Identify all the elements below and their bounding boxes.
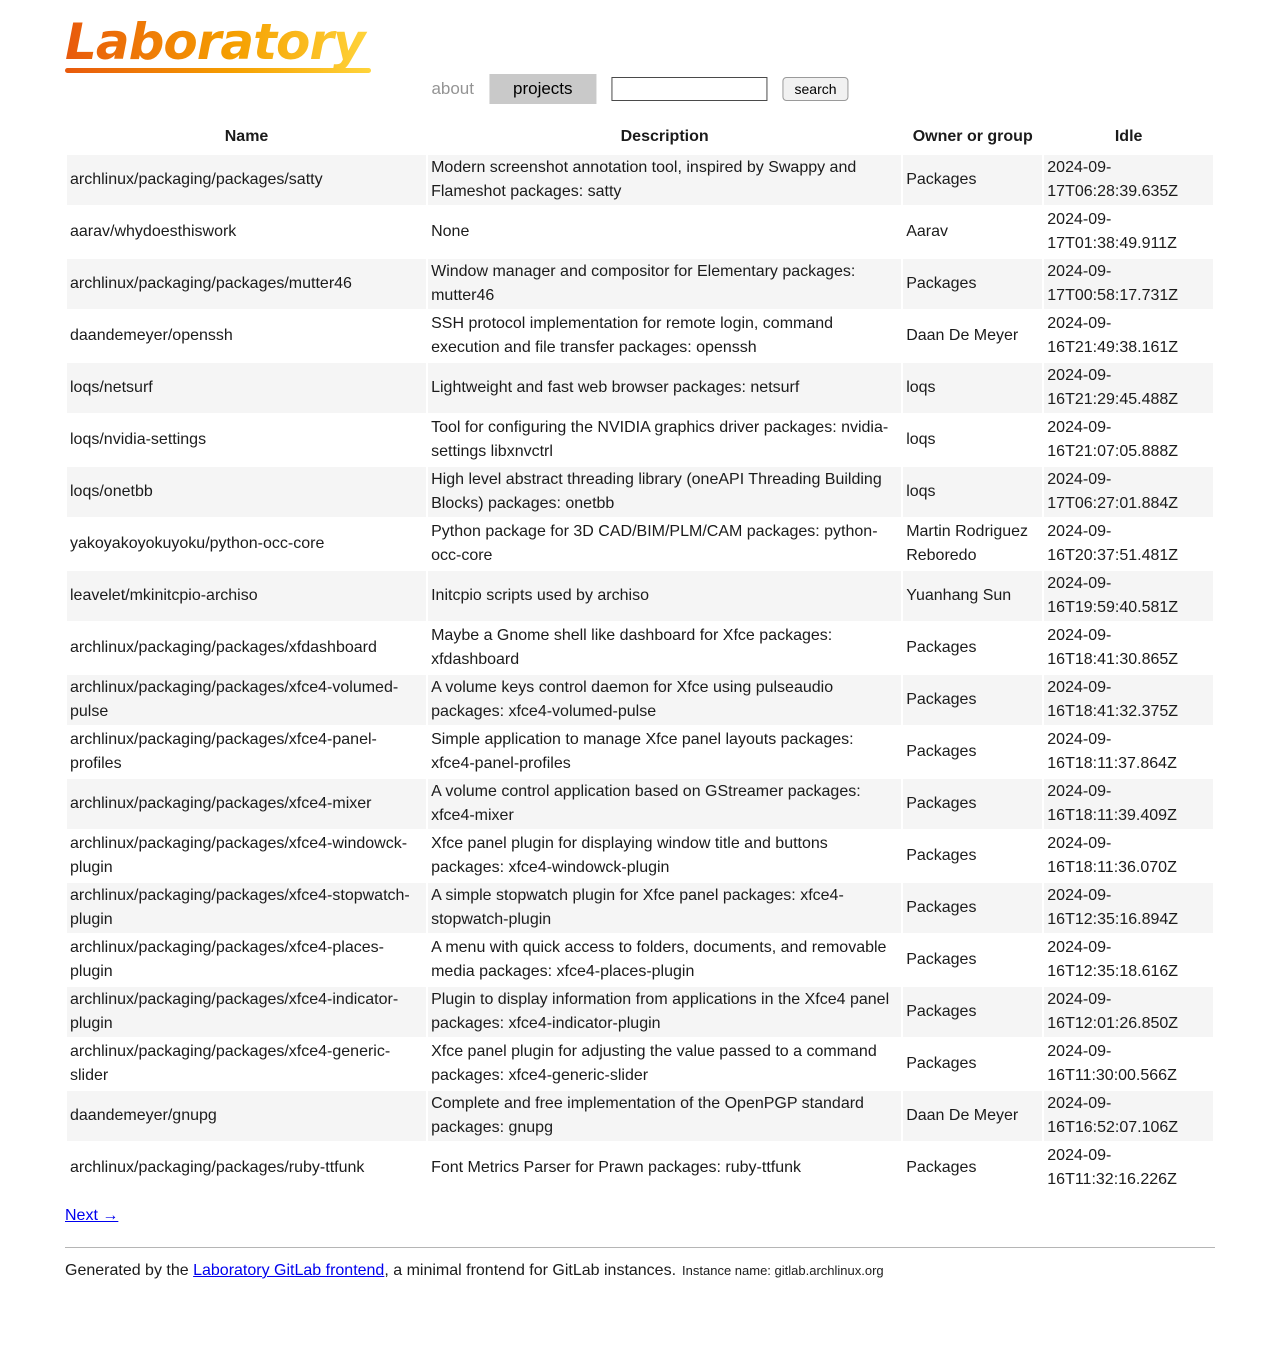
project-description-cell: Plugin to display information from applications in the Xfce4 panel packages: xfce4-indicator-plugin: [428, 987, 901, 1037]
project-description-cell: Complete and free implementation of the OpenPGP standard packages: gnupg: [428, 1091, 901, 1141]
project-name-cell[interactable]: archlinux/packaging/packages/ruby-ttfunk: [70, 1159, 365, 1176]
project-description-cell: Lightweight and fast web browser packages: netsurf: [428, 363, 901, 413]
column-header-idle: Idle: [1114, 128, 1143, 145]
project-owner-cell: loqs: [903, 363, 1042, 413]
table-row: [67, 311, 1213, 361]
table-row: [67, 1143, 1213, 1193]
table-row: [67, 831, 1213, 881]
project-owner-cell: Packages: [906, 951, 977, 968]
project-description-cell: Xfce panel plugin for adjusting the value passed to a command packages: xfce4-generic-slider: [431, 1043, 877, 1084]
table-row: [67, 935, 1213, 985]
project-idle-cell: 2024-09-17T06:28:39.635Z: [1044, 155, 1213, 205]
project-owner-cell: loqs: [903, 467, 1042, 517]
project-owner-cell: Martin Rodriguez Reboredo: [906, 523, 1029, 564]
project-name-cell[interactable]: archlinux/packaging/packages/xfce4-generic-slider: [70, 1043, 391, 1084]
instance-name-text: Instance name: gitlab.archlinux.org: [682, 1263, 884, 1278]
projects-table-body: [67, 155, 1213, 1193]
project-name-cell[interactable]: archlinux/packaging/packages/xfce4-places-plugin: [70, 939, 384, 980]
project-description-cell: A simple stopwatch plugin for Xfce panel packages: xfce4-stopwatch-plugin: [428, 883, 901, 933]
table-row: [67, 363, 1213, 413]
project-idle-cell: 2024-09-16T19:59:40.581Z: [1044, 571, 1213, 621]
project-owner-cell: Packages: [903, 675, 1042, 725]
main-nav: [431, 74, 848, 104]
table-row: [67, 727, 1213, 777]
project-idle-cell: 2024-09-16T18:11:37.864Z: [1047, 731, 1177, 772]
next-page-link[interactable]: Next →: [65, 1207, 119, 1224]
search-input[interactable]: [612, 77, 768, 101]
project-description-cell: A menu with quick access to folders, documents, and removable media packages: xfce4-places-plugin: [431, 939, 887, 980]
project-idle-cell: 2024-09-16T11:30:00.566Z: [1047, 1043, 1177, 1084]
logo-text: Laboratory: [65, 14, 371, 72]
project-owner-cell: Packages: [903, 883, 1042, 933]
project-idle-cell: 2024-09-16T21:49:38.161Z: [1047, 315, 1179, 356]
project-owner-cell: Yuanhang Sun: [903, 571, 1042, 621]
project-name-cell[interactable]: aarav/whydoesthiswork: [70, 223, 237, 240]
project-description-cell: Simple application to manage Xfce panel layouts packages: xfce4-panel-profiles: [431, 731, 854, 772]
project-idle-cell: 2024-09-16T20:37:51.481Z: [1047, 523, 1179, 564]
table-row: [67, 1039, 1213, 1089]
table-row: [67, 519, 1213, 569]
project-name-cell[interactable]: loqs/onetbb: [67, 467, 426, 517]
project-name-cell[interactable]: daandemeyer/gnupg: [67, 1091, 426, 1141]
project-idle-cell: 2024-09-17T01:38:49.911Z: [1047, 211, 1177, 252]
project-description-cell: SSH protocol implementation for remote login, command execution and file transfer packages: openssh: [431, 315, 834, 356]
project-description-cell: A volume control application based on GStreamer packages: xfce4-mixer: [428, 779, 901, 829]
column-header-description: Description: [620, 128, 709, 145]
project-name-cell[interactable]: archlinux/packaging/packages/xfce4-stopwatch-plugin: [67, 883, 426, 933]
project-idle-cell: 2024-09-16T11:32:16.226Z: [1047, 1147, 1177, 1188]
project-owner-cell: Daan De Meyer: [906, 327, 1019, 344]
project-name-cell[interactable]: archlinux/packaging/packages/xfce4-indicator-plugin: [67, 987, 426, 1037]
nav-about-link[interactable]: about: [431, 79, 474, 98]
table-row: [67, 623, 1213, 673]
footer: [65, 1262, 1215, 1280]
project-idle-cell: 2024-09-17T06:27:01.884Z: [1044, 467, 1213, 517]
project-idle-cell: 2024-09-17T00:58:17.731Z: [1044, 259, 1213, 309]
project-idle-cell: 2024-09-16T21:29:45.488Z: [1044, 363, 1213, 413]
project-idle-cell: 2024-09-16T21:07:05.888Z: [1047, 419, 1179, 460]
table-row: [67, 1091, 1213, 1141]
laboratory-frontend-link[interactable]: Laboratory GitLab frontend: [193, 1262, 385, 1279]
pagination: [65, 1207, 1215, 1225]
project-owner-cell: loqs: [906, 431, 936, 448]
project-name-cell[interactable]: archlinux/packaging/packages/xfce4-volumed-pulse: [67, 675, 426, 725]
table-row: [67, 571, 1213, 621]
table-row: [67, 987, 1213, 1037]
project-name-cell[interactable]: loqs/nvidia-settings: [70, 431, 207, 448]
project-name-cell[interactable]: archlinux/packaging/packages/xfce4-windowck-plugin: [70, 835, 408, 876]
project-description-cell: Xfce panel plugin for displaying window title and buttons packages: xfce4-windowck-plugin: [431, 835, 828, 876]
project-owner-cell: Packages: [906, 1055, 977, 1072]
project-owner-cell: Daan De Meyer: [903, 1091, 1042, 1141]
project-name-cell[interactable]: archlinux/packaging/packages/xfce4-panel-profiles: [70, 731, 377, 772]
column-header-owner: Owner or group: [912, 128, 1033, 145]
column-header-name: Name: [224, 128, 269, 145]
project-owner-cell: Packages: [906, 639, 977, 656]
table-row: [67, 259, 1213, 309]
project-description-cell: Tool for configuring the NVIDIA graphics driver packages: nvidia-settings libxnvctrl: [431, 419, 889, 460]
project-owner-cell: Packages: [903, 779, 1042, 829]
table-row: [67, 155, 1213, 205]
project-owner-cell: Packages: [903, 987, 1042, 1037]
project-idle-cell: 2024-09-16T16:52:07.106Z: [1044, 1091, 1213, 1141]
project-name-cell[interactable]: archlinux/packaging/packages/xfce4-mixer: [67, 779, 426, 829]
page-header: [65, 14, 1215, 104]
project-name-cell[interactable]: yakoyakoyokuyoku/python-occ-core: [70, 535, 325, 552]
table-row: [67, 883, 1213, 933]
nav-projects-tab[interactable]: projects: [489, 74, 597, 104]
header-row: [67, 124, 1213, 153]
footer-divider: [65, 1247, 1215, 1248]
project-idle-cell: 2024-09-16T18:11:36.070Z: [1047, 835, 1177, 876]
project-idle-cell: 2024-09-16T12:35:16.894Z: [1044, 883, 1213, 933]
search-button[interactable]: search: [783, 77, 849, 101]
project-idle-cell: 2024-09-16T12:35:18.616Z: [1047, 939, 1179, 980]
project-description-cell: Maybe a Gnome shell like dashboard for Xfce packages: xfdashboard: [431, 627, 833, 668]
project-idle-cell: 2024-09-16T12:01:26.850Z: [1044, 987, 1213, 1037]
project-owner-cell: Aarav: [906, 223, 948, 240]
project-name-cell[interactable]: archlinux/packaging/packages/xfdashboard: [70, 639, 377, 656]
table-row: [67, 415, 1213, 465]
project-description-cell: Font Metrics Parser for Prawn packages: ruby-ttfunk: [431, 1159, 802, 1176]
projects-table: [65, 122, 1215, 1195]
project-description-cell: Modern screenshot annotation tool, inspired by Swappy and Flameshot packages: satty: [428, 155, 901, 205]
project-owner-cell: Packages: [906, 847, 977, 864]
project-idle-cell: 2024-09-16T18:41:32.375Z: [1044, 675, 1213, 725]
project-idle-cell: 2024-09-16T18:11:39.409Z: [1044, 779, 1213, 829]
project-name-cell[interactable]: leavelet/mkinitcpio-archiso: [67, 571, 426, 621]
project-idle-cell: 2024-09-16T18:41:30.865Z: [1047, 627, 1179, 668]
project-owner-cell: Packages: [906, 743, 977, 760]
project-description-cell: A volume keys control daemon for Xfce using pulseaudio packages: xfce4-volumed-pulse: [428, 675, 901, 725]
project-description-cell: Python package for 3D CAD/BIM/PLM/CAM packages: python-occ-core: [431, 523, 878, 564]
project-description-cell: Initcpio scripts used by archiso: [428, 571, 901, 621]
project-name-cell[interactable]: archlinux/packaging/packages/mutter46: [67, 259, 426, 309]
project-name-cell[interactable]: daandemeyer/openssh: [70, 327, 233, 344]
table-row: [67, 467, 1213, 517]
project-description-cell: None: [431, 223, 470, 240]
footer-generated-prefix: Generated by the: [65, 1262, 194, 1279]
footer-generated-suffix: , a minimal frontend for GitLab instances.: [384, 1262, 677, 1279]
laboratory-logo[interactable]: [65, 14, 371, 73]
project-description-cell: Window manager and compositor for Elementary packages: mutter46: [428, 259, 901, 309]
project-name-cell[interactable]: loqs/netsurf: [67, 363, 426, 413]
projects-table-head: [67, 124, 1213, 153]
table-row: [67, 675, 1213, 725]
project-owner-cell: Packages: [903, 155, 1042, 205]
table-row: [67, 779, 1213, 829]
project-owner-cell: Packages: [906, 1159, 977, 1176]
project-owner-cell: Packages: [903, 259, 1042, 309]
project-name-cell[interactable]: archlinux/packaging/packages/satty: [67, 155, 426, 205]
project-description-cell: High level abstract threading library (oneAPI Threading Building Blocks) packages: onetbb: [428, 467, 901, 517]
table-row: [67, 207, 1213, 257]
